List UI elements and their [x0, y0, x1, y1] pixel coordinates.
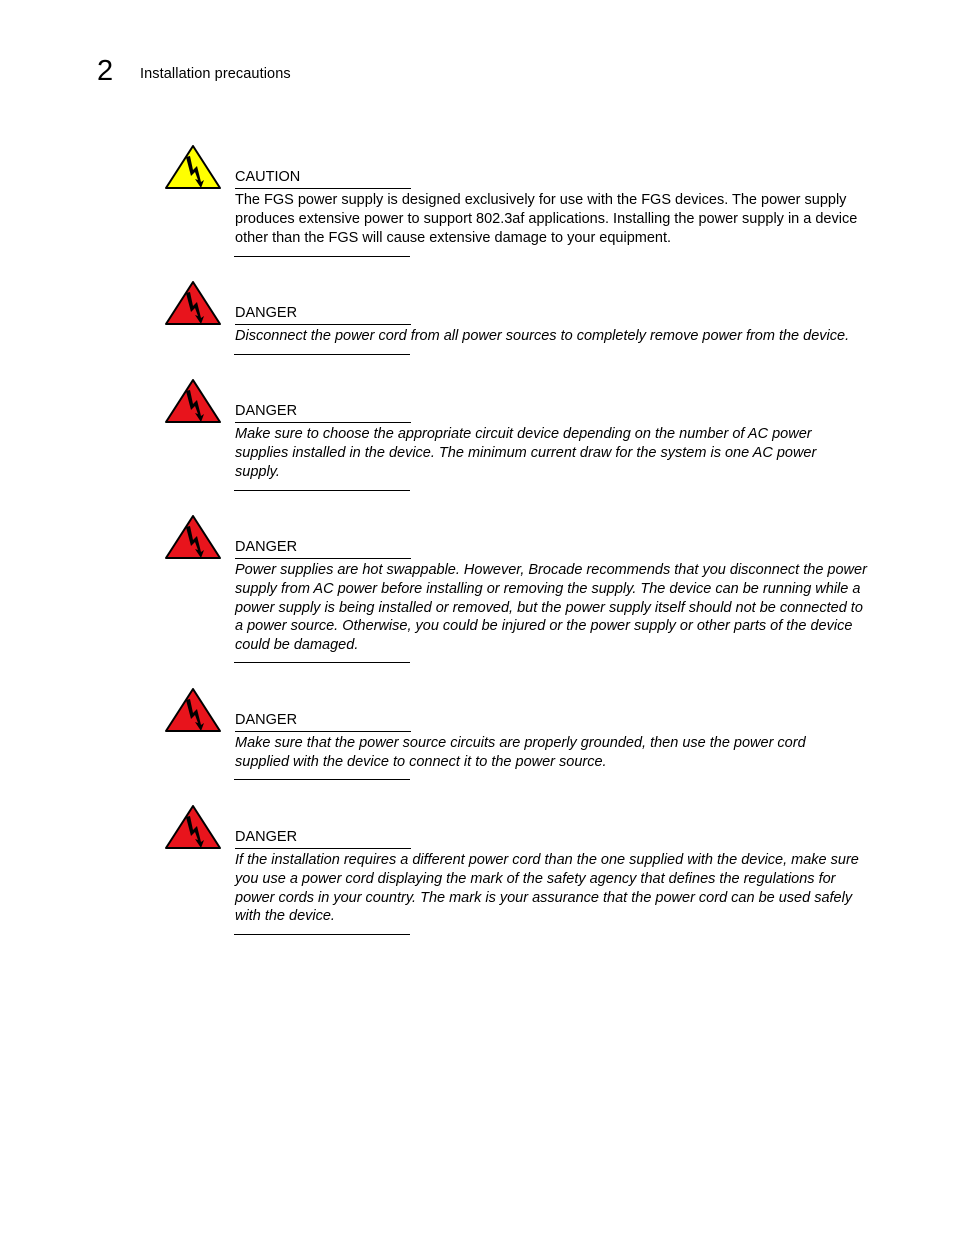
chapter-number: 2: [97, 55, 114, 87]
caution-lightning-icon: [164, 144, 222, 190]
danger-notice: [164, 687, 874, 782]
notice-divider: [234, 934, 410, 935]
notice-body: Disconnect the power cord from all power sources to completely remove power from the device.: [235, 328, 850, 344]
notice-heading: DANGER: [235, 304, 411, 325]
danger-notice: [164, 804, 874, 937]
notice-divider: [234, 490, 410, 491]
notice-divider: [234, 662, 410, 663]
danger-lightning-icon: [164, 804, 222, 850]
notice-body: Power supplies are hot swappable. However, Brocade recommends that you disconnect the power supply from AC power before installing or removing the supply. The device can be running while a power supply is being installed or removed, but the power supply itself should not be connected to a power source. Otherwise, you could be injured or the power supply or other parts of the device could be damaged.: [235, 562, 867, 654]
danger-notice: [164, 280, 874, 356]
notice-heading: DANGER: [235, 402, 411, 423]
section-title: Installation precautions: [140, 66, 291, 82]
danger-lightning-icon: [164, 687, 222, 733]
notice-heading: DANGER: [235, 538, 411, 559]
notice-heading: DANGER: [235, 711, 411, 732]
notice-body: The FGS power supply is designed exclusively for use with the FGS devices. The power supply produces extensive power to support 802.3af applications. Installing the power supply in a device other than the FGS will cause extensive damage to your equipment.: [235, 192, 858, 246]
danger-notice: [164, 514, 874, 664]
caution-notice: [164, 144, 874, 258]
notice-body: If the installation requires a different power cord than the one supplied with the device, make sure you use a power cord displaying the mark of the safety agency that defines the regulations for power cords in your country. The mark is your assurance that the power cord can be used safely with the device.: [235, 852, 859, 925]
danger-notice: [164, 378, 874, 492]
danger-lightning-icon: [164, 378, 222, 424]
notice-body: Make sure that the power source circuits are properly grounded, then use the power cord supplied with the device to connect it to the power source.: [235, 735, 806, 770]
notice-heading: DANGER: [235, 828, 411, 849]
notice-body: Make sure to choose the appropriate circuit device depending on the number of AC power supplies installed in the device. The minimum current draw for the system is one AC power supply.: [235, 426, 817, 480]
danger-lightning-icon: [164, 280, 222, 326]
notice-divider: [234, 779, 410, 780]
notice-divider: [234, 354, 410, 355]
notice-divider: [234, 256, 410, 257]
notice-heading: CAUTION: [235, 168, 411, 189]
danger-lightning-icon: [164, 514, 222, 560]
